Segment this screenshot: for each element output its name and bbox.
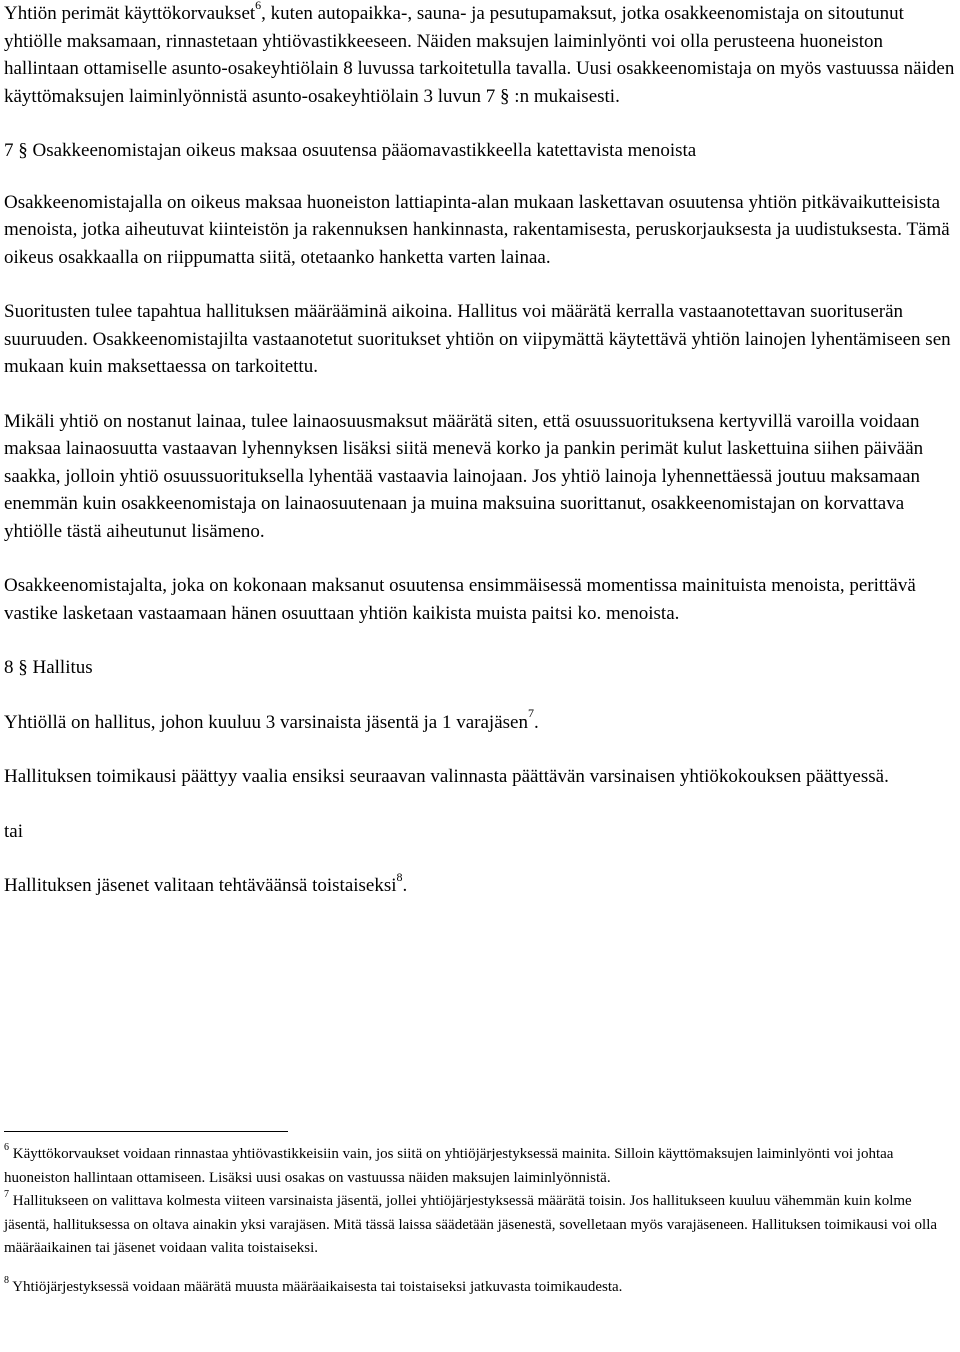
footnote-8 (4, 1276, 956, 1300)
footnote-number: 6 (4, 1142, 9, 1153)
footnote-6 (4, 1143, 956, 1190)
footnotes-section (4, 1143, 956, 1299)
paragraph-board-term: Hallituksen toimikausi päättyy vaalia ensiksi seuraavan valinnasta päättävän varsinaisen yhtiökokouksen päättyessä. (4, 766, 889, 787)
footnote-ref-6[interactable]: 6 (255, 0, 262, 12)
footnote-ref-8[interactable]: 8 (396, 869, 403, 884)
paragraph-usage-fees (4, 0, 956, 110)
paragraph-text: Yhtiöllä on hallitus, johon kuuluu 3 varsinaista jäsentä ja 1 varajäsen (4, 711, 528, 733)
footnote-divider (4, 1131, 288, 1132)
paragraph-capital-share-right: Osakkeenomistajalla on oikeus maksaa huoneiston lattiapinta-alan mukaan laskettavan osuutensa yhtiön pitkävaikutteisista menoista, jotka aiheutuvat kiinteistön ja rakennuksen hankinnasta, rakentamisesta, peruskorjauksesta ja uudistuksesta. Tämä oikeus osakkaalla on riippumatta siitä, otetaanko hanketta varten lainaa. (4, 191, 950, 268)
paragraph-text: Hallituksen jäsenet valitaan tehtäväänsä toistaiseksi (4, 875, 397, 896)
paragraph-board-composition (4, 706, 956, 737)
paragraph-or: tai (4, 820, 23, 842)
paragraph-loan-payments: Mikäli yhtiö on nostanut lainaa, tulee lainaosuusmaksut määrätä siten, että osuussuorituksena kertyvillä varoilla voidaan maksaa lainaosuutta vastaavan lyhennyksen lisäksi siitä menevä korko ja pankin perimät kulut laskettuina siihen päivään saakka, jolloin yhtiö osuussuorituksella lyhentää vastaavia lainojaan. Jos yhtiö lainoja lyhennettäessä joutuu maksamaan enemmän kuin osakkeenomistaja on lainaosuutenaan ja muina maksuina suorittanut, osakkeenomistajan on korvattava yhtiölle tästä aiheutunut lisämeno. (4, 410, 924, 542)
paragraph-payment-timing: Suoritusten tulee tapahtua hallituksen määrääminä aikoina. Hallitus voi määrätä kerralla vastaanotettavan suorituserän suuruuden. Osakkeenomistajilta vastaanotetut suoritukset yhtiön on viipymättä käytettävä yhtiön lainojen lyhentämiseen sen mukaan kuin maksettaessa on tarkoitettu. (4, 301, 951, 377)
footnote-text: Hallitukseen on valittava kolmesta viiteen varsinaista jäsentä, jollei yhtiöjärjestyksessä määrätä toisin. Jos hallitukseen kuuluu vähemmän kuin kolme jäsentä, hallituksessa on oltava ainakin yksi varajäsen. Mitä tässä laissa säädetään jäsenestä, sovelletaan myös varajäseneen. Hallituksen toimikausi voi olla määräaikainen tai jäsenet voidaan valita toistaiseksi. (4, 1193, 938, 1256)
paragraph-board-indefinite (4, 869, 956, 900)
footnote-number: 7 (4, 1189, 9, 1200)
footnote-text: Yhtiöjärjestyksessä voidaan määrätä muusta määräaikaisesta tai toistaiseksi jatkuvasta toimikaudesta. (9, 1278, 623, 1295)
footnote-number: 8 (4, 1274, 9, 1286)
footnote-ref-7[interactable]: 7 (527, 706, 534, 721)
section-heading-8: 8 § Hallitus (4, 657, 93, 678)
paragraph-text: Yhtiön perimät käyttökorvaukset (4, 3, 256, 24)
paragraph-text: . (533, 711, 539, 733)
section-heading-7: 7 § Osakkeenomistajan oikeus maksaa osuutensa pääomavastikkeella katettavista menoista (4, 140, 697, 161)
paragraph-text: , kuten autopaikka-, sauna- ja pesutupamaksut, jotka osakkeenomistaja on sitoutunut yhtiölle maksamaan, rinnastetaan yhtiövastikkeeseen. Näiden maksujen laiminlyönti voi olla perusteena huoneiston hallintaan ottamiselle asunto-osakeyhtiölain 8 luvussa tarkoitetulla tavalla. Uusi osakkeenomistaja on myös vastuussa näiden käyttömaksujen laiminlyönnistä asunto-osakeyhtiölain 3 luvun 7 § :n mukaisesti. (4, 3, 955, 107)
paragraph-fully-paid: Osakkeenomistajalta, joka on kokonaan maksanut osuutensa ensimmäisessä momentissa mainituista menoista, perittävä vastike lasketaan vastaamaan hänen osuuttaan yhtiön kaikista muista paitsi ko. menoista. (4, 575, 916, 624)
document-body (4, 0, 956, 900)
paragraph-text: . (402, 875, 408, 896)
footnote-text: Käyttökorvaukset voidaan rinnastaa yhtiövastikkeisiin vain, jos siitä on yhtiöjärjestyksessä mainita. Silloin käyttömaksujen laiminlyönti voi johtaa huoneiston hallintaan ottamiseen. Lisäksi uusi osakas on vastuussa näiden maksujen laiminlyönnistä. (4, 1146, 894, 1186)
document-page (4, 0, 956, 900)
footnote-7 (4, 1190, 956, 1261)
